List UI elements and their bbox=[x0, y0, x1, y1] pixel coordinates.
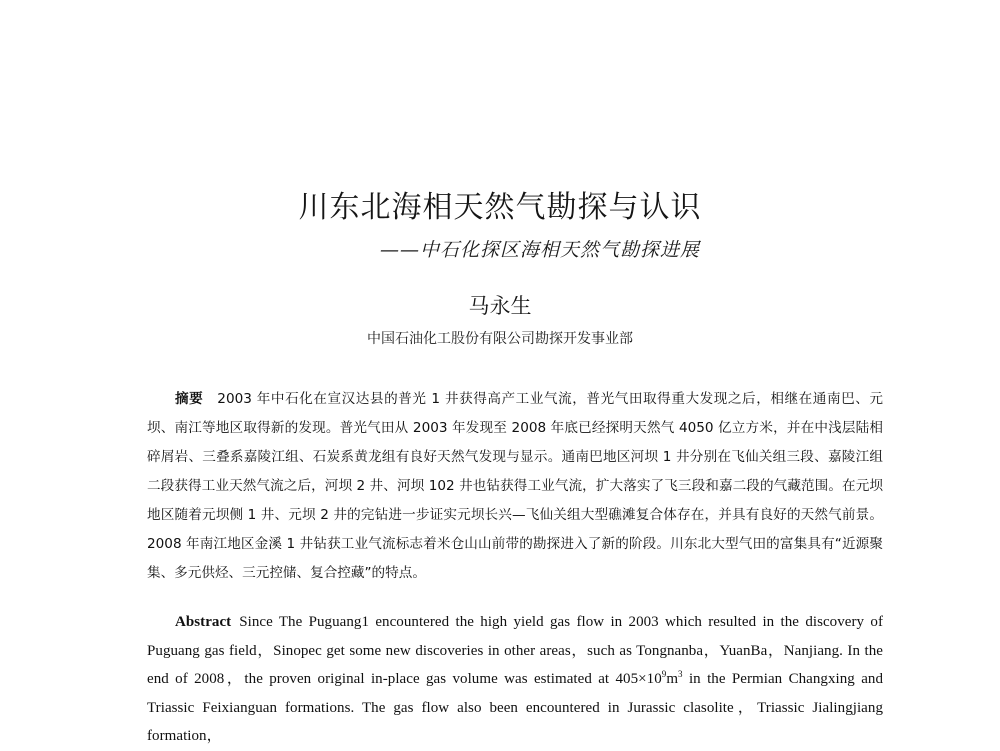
english-abstract-text-part1: Since The Puguang1 encountered the high yield gas flow in 2003 which resulted in the discovery of Puguang gas field，Sinopec get some new discoveries in other areas，such as Tongnanba，YuanBa，Nanjiang. In the end of 2008，the proven original in-place gas volume was estimated at 405×10 bbox=[147, 614, 883, 688]
english-abstract-unit: m bbox=[666, 671, 679, 688]
author-name: 马永生 bbox=[468, 294, 532, 318]
chinese-abstract bbox=[147, 385, 883, 588]
exponent-three: 3 bbox=[678, 669, 683, 680]
exponent-nine: 9 bbox=[661, 669, 667, 680]
english-abstract-text-part3: in the Permian Changxing and Triassic Feixianguan formations. The gas flow also been encountered in Jurassic clasolite，Triassic Jialingjiang formation， bbox=[147, 671, 884, 745]
paper-title: 川东北海相天然气勘探与认识 bbox=[298, 190, 702, 225]
english-abstract-label: Abstract bbox=[175, 614, 232, 630]
paper-subtitle: ——中石化探区海相天然气勘探进展 bbox=[380, 239, 701, 261]
chinese-abstract-label: 摘要 bbox=[175, 391, 204, 407]
english-abstract bbox=[147, 608, 883, 751]
author-affiliation: 中国石油化工股份有限公司勘探开发事业部 bbox=[367, 331, 633, 347]
chinese-abstract-text: 2003 年中石化在宣汉达县的普光 1 井获得高产工业气流，普光气田取得重大发现之后，相继在通南巴、元坝、南江等地区取得新的发现。普光气田从 2003 年发现至 2008 年底已经探明天然气 4050 亿立方米，并在中浅层陆相碎屑岩、三叠系嘉陵江组、石炭系黄龙组有良好天然气发现与显示。通南巴地区河坝 1 井分别在飞仙关组三段、嘉陵江组二段获得工业天然气流之后，河坝 2 井、河坝 102 井也钻获得工业气流，扩大落实了飞三段和嘉二段的气藏范围。在元坝地区随着元坝侧 1 井、元坝 2 井的完钻进一步证实元坝长兴—飞仙关组大型礁滩复合体存在，并具有良好的天然气前景。2008 年南江地区金溪 1 井钻获工业气流标志着米仓山山前带的勘探进入了新的阶段。川东北大型气田的富集具有“近源聚集、多元供烃、三元控储、复合控藏”的特点。 bbox=[147, 391, 883, 581]
